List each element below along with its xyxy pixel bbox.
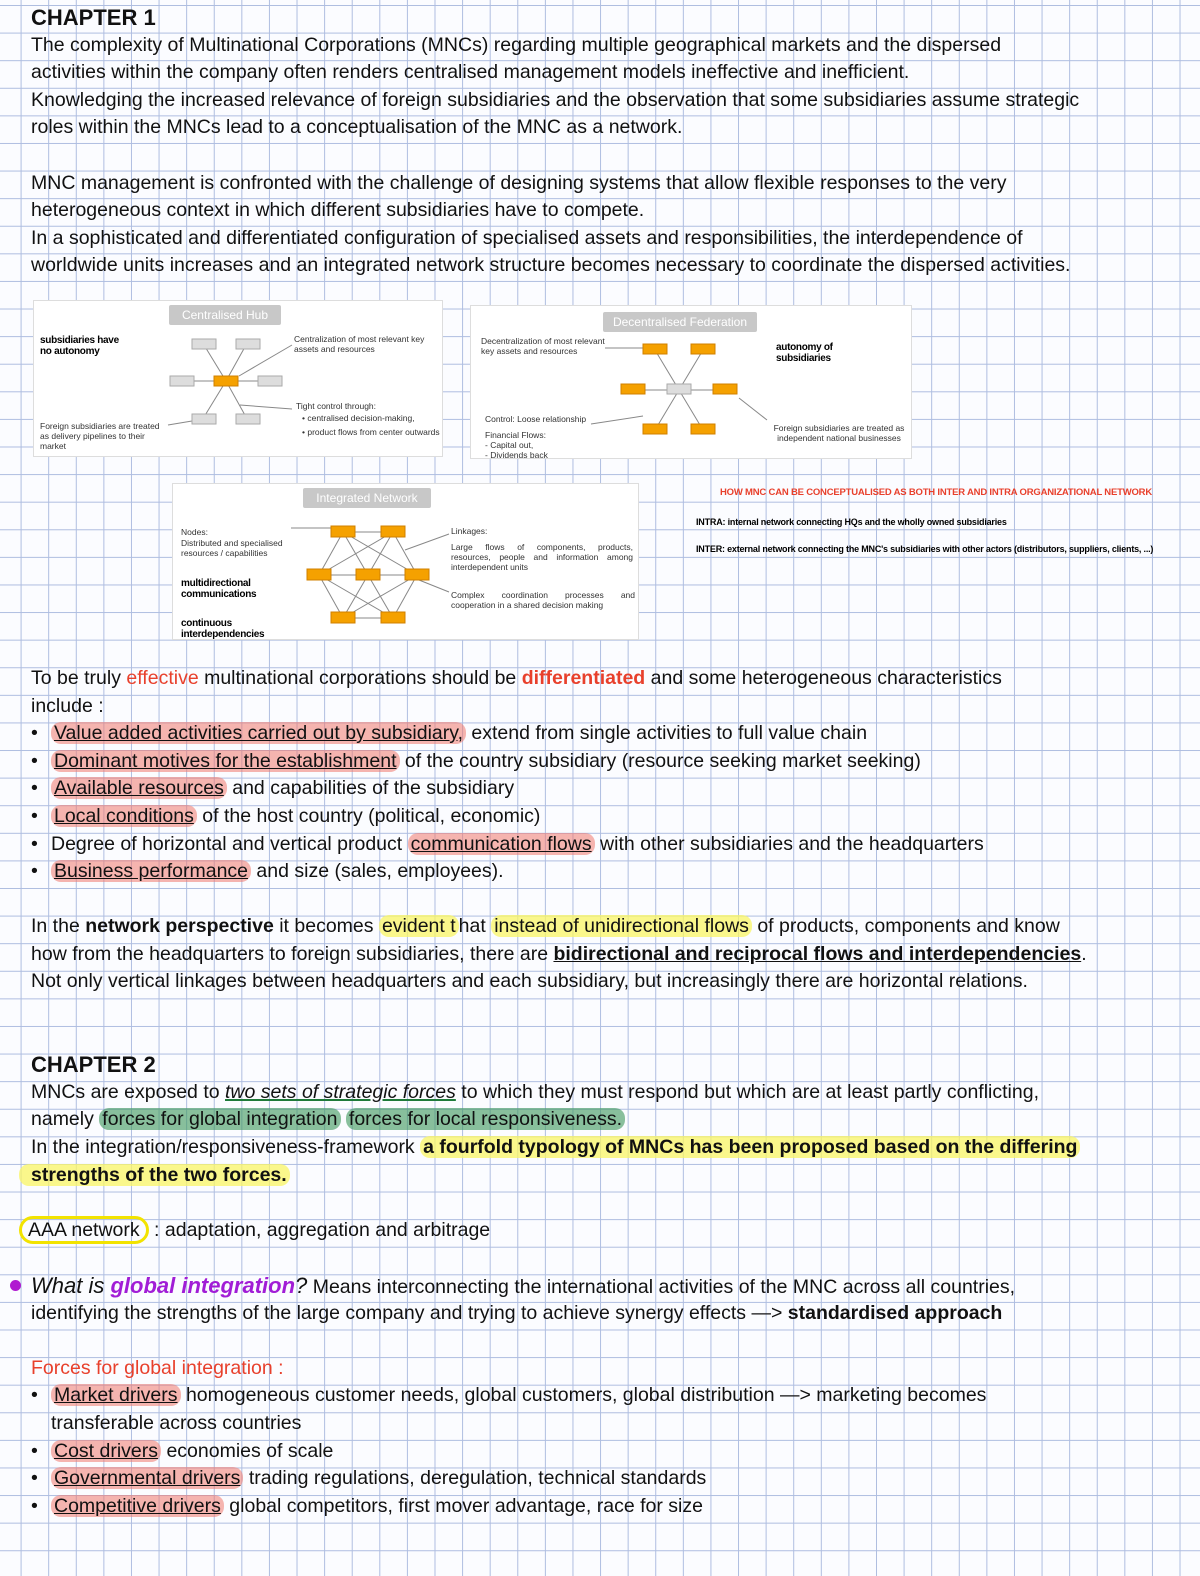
list-item: • Degree of horizontal and vertical product communication flows with other subsidiaries and the headquarters (31, 832, 984, 855)
paragraph-line: In a sophisticated and differentiated configuration of specialised assets and responsibilities, the interdependence of (31, 226, 1023, 249)
list-item: • Cost drivers economies of scale (31, 1439, 334, 1462)
list-item: • Dominant motives for the establishment of the country subsidiary (resource seeking market seeking) (31, 749, 921, 772)
list-item: • Market drivers homogeneous customer needs, global customers, global distribution —> marketing becomes (31, 1384, 987, 1407)
paragraph-line: The complexity of Multinational Corporations (MNCs) regarding multiple geographical markets and the dispersed (31, 33, 1002, 56)
chapter-2-heading: CHAPTER 2 (31, 1052, 156, 1078)
handwritten-note: multidirectional communications (181, 578, 257, 600)
diagram-title: Integrated Network (303, 488, 431, 508)
diagram-decentralised-federation: Decentralised Federation Decentralization of most relevant key assets and resources Control: Loose relationship Financial Flows: - Capital out, - Dividends back Foreign subsidiaries are treated as independent national businesses autonomy of subsidiaries (470, 305, 912, 459)
paragraph-line: heterogeneous context in which different subsidiaries have to compete. (31, 199, 645, 222)
paragraph-line: worldwide units increases and an integrated network structure becomes necessary to coordinate the dispersed activities. (31, 254, 1071, 277)
paragraph-line: identifying the strengths of the large company and trying to achieve synergy effects —> standardised approach (31, 1301, 1003, 1324)
list-item: • Business performance and size (sales, employees). (31, 860, 504, 883)
handwritten-note: INTRA: internal network connecting HQs and the wholly owned subsidiaries (696, 517, 1007, 527)
paragraph-line: namely forces for global integration forces for local responsiveness. (31, 1106, 1176, 1134)
paragraph-line: activities within the company often renders centralised management models ineffective and inefficient. (31, 61, 910, 84)
paragraph-line: strengths of the two forces. (31, 1162, 1176, 1190)
handwritten-note: subsidiaries have no autonomy (40, 335, 119, 357)
handwritten-note: autonomy of subsidiaries (776, 342, 833, 364)
forces-heading: Forces for global integration : (31, 1356, 284, 1379)
handwritten-note: continuous interdependencies (181, 618, 265, 640)
diagram-title: Decentralised Federation (603, 312, 757, 332)
effective-line: To be truly effective multinational corporations should be differentiated and some heterogeneous characteristics (31, 666, 1002, 689)
paragraph-line: roles within the MNCs lead to a conceptualisation of the MNC as a network. (31, 116, 683, 139)
list-item-continuation: transferable across countries (51, 1411, 302, 1434)
paragraph-line: In the integration/responsiveness-framework a fourfold typology of MNCs has been proposed based on the differing (31, 1134, 1176, 1162)
paragraph-line: include : (31, 694, 104, 717)
paragraph-line: Knowledging the increased relevance of foreign subsidiaries and the observation that some subsidiaries assume strategic (31, 88, 1080, 111)
diagram-centralised-hub: Centralised Hub subsidiaries have no autonomy Centralization of most relevant key assets and resources Tight control through: • centralised decision-making, • product flows from center outwards Foreign subsidiaries are treated as delivery pipelines to their market (33, 300, 443, 457)
aaa-circle: AAA network (19, 1216, 149, 1244)
list-item: • Value added activities carried out by subsidiary, extend from single activities to full value chain (31, 722, 868, 745)
list-item: • Competitive drivers global competitors, first mover advantage, race for size (31, 1494, 703, 1517)
paragraph-line: Not only vertical linkages between headquarters and each subsidiary, but increasingly there are horizontal relations. (31, 970, 1028, 993)
network-line: how from the headquarters to foreign subsidiaries, there are bidirectional and reciprocal flows and interdependencies. (31, 942, 1087, 965)
diagram-integrated-network: Integrated Network Nodes: Distributed and specialised resources / capabilities Linkages: Large flows of components, products, resources, people and information among interdependent units Complex coordination processes and cooperation in a shared decision making multidirectional communications continuous interdependencies (172, 483, 639, 640)
handwritten-heading: HOW MNC CAN BE CONCEPTUALISED AS BOTH INTER AND INTRA ORGANIZATIONAL NETWORK (720, 487, 1152, 498)
handwritten-note: INTER: external network connecting the MNC's subsidiaries with other actors (distributors, suppliers, clients, ...) (696, 544, 1154, 554)
document-page (28, 4, 1176, 1520)
network-line: In the network perspective it becomes evident t hat instead of unidirectional flows of products, components and know (31, 915, 1060, 938)
list-item: • Governmental drivers trading regulations, deregulation, technical standards (31, 1467, 707, 1490)
paragraph-line: MNCs are exposed to two sets of strategic forces to which they must respond but which are at least partly conflicting, (31, 1080, 1039, 1103)
chapter-1-heading: CHAPTER 1 (31, 5, 156, 30)
question-line: What is global integration? Means interconnecting the international activities of the MNC across all countries, (31, 1272, 1176, 1300)
bullet-dot (10, 1280, 21, 1291)
paragraph-line: MNC management is confronted with the challenge of designing systems that allow flexible responses to the very (31, 171, 1007, 194)
list-item: • Available resources and capabilities of the subsidiary (31, 777, 515, 800)
list-item: • Local conditions of the host country (political, economic) (31, 804, 541, 827)
aaa-line: AAA network : adaptation, aggregation and arbitrage (31, 1217, 1176, 1245)
keyword-differentiated: differentiated (521, 666, 646, 689)
diagram-title: Centralised Hub (169, 305, 281, 325)
keyword-effective: effective (126, 666, 199, 689)
